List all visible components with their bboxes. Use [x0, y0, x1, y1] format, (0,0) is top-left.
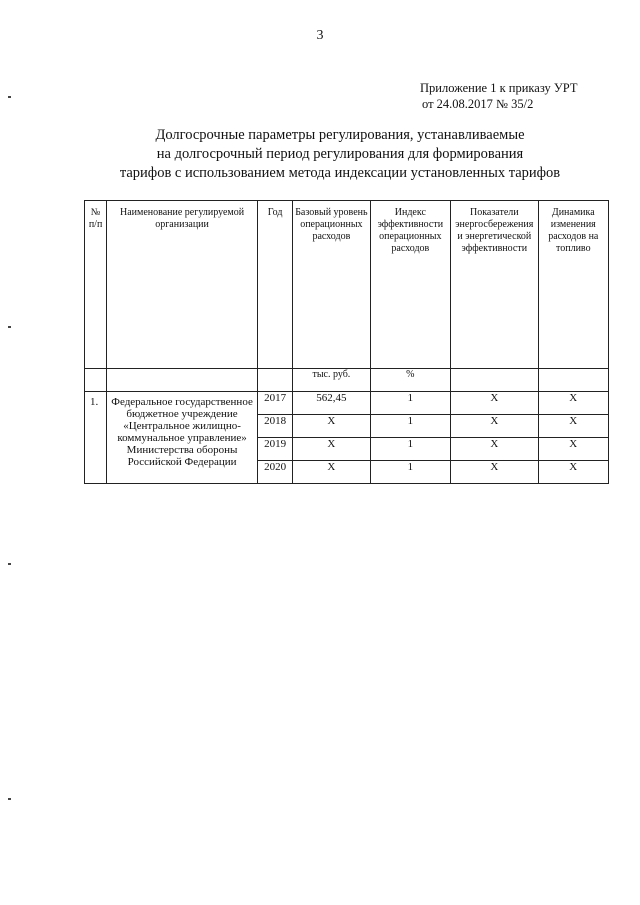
scan-mark [8, 96, 11, 98]
efficiency-index-cell: 1 [370, 392, 450, 415]
header-base-level: Базовый уровень операционных расходов [293, 201, 370, 369]
energy-saving-cell: X [451, 392, 539, 415]
fuel-dynamics-cell: X [538, 461, 608, 484]
table-units-row [85, 369, 609, 392]
fuel-dynamics-cell: X [538, 392, 608, 415]
units-fuel-blank [538, 369, 608, 392]
fuel-dynamics-cell: X [538, 438, 608, 461]
annex-line-2: от 24.08.2017 № 35/2 [422, 97, 534, 111]
year-cell: 2019 [257, 438, 292, 461]
units-base: тыс. руб. [293, 369, 370, 392]
fuel-dynamics-cell: X [538, 415, 608, 438]
organization-name: Федеральное государственное бюджетное учреждение «Центральное жилищно-коммунальное управление» Министерства обороны Российской Федерации [107, 392, 258, 484]
table-header-row [85, 201, 609, 369]
header-efficiency-index: Индекс эффективности операционных расходов [370, 201, 450, 369]
scan-mark [8, 326, 11, 328]
energy-saving-cell: X [451, 438, 539, 461]
units-index: % [370, 369, 450, 392]
base-level-cell: X [293, 415, 370, 438]
header-year: Год [257, 201, 292, 369]
year-cell: 2020 [257, 461, 292, 484]
efficiency-index-cell: 1 [370, 461, 450, 484]
page-number: 3 [316, 28, 324, 43]
base-level-cell: 562,45 [293, 392, 370, 415]
annex-reference [420, 80, 620, 112]
header-fuel-dynamics: Динамика изменения расходов на топливо [538, 201, 608, 369]
scan-mark [8, 798, 11, 800]
document-title [70, 126, 610, 183]
base-level-cell: X [293, 461, 370, 484]
title-line-2: на долгосрочный период регулирования для формирования [156, 146, 524, 162]
title-line-1: Долгосрочные параметры регулирования, устанавливаемые [155, 127, 525, 143]
units-energy-blank [451, 369, 539, 392]
year-cell: 2018 [257, 415, 292, 438]
header-num: № п/п [85, 201, 107, 369]
row-number: 1. [85, 392, 107, 484]
efficiency-index-cell: 1 [370, 415, 450, 438]
units-year-blank [257, 369, 292, 392]
header-organization: Наименование регулируемой организации [107, 201, 258, 369]
efficiency-index-cell: 1 [370, 438, 450, 461]
units-num-blank [85, 369, 107, 392]
year-cell: 2017 [257, 392, 292, 415]
header-energy-saving: Показатели энергосбережения и энергетической эффективности [451, 201, 539, 369]
table-row [85, 392, 609, 415]
scan-mark [8, 563, 11, 565]
annex-line-1: Приложение 1 к приказу УРТ [420, 81, 578, 95]
base-level-cell: X [293, 438, 370, 461]
parameters-table [84, 200, 609, 484]
title-line-3: тарифов с использованием метода индексации установленных тарифов [119, 165, 561, 181]
units-org-blank [107, 369, 258, 392]
energy-saving-cell: X [451, 461, 539, 484]
energy-saving-cell: X [451, 415, 539, 438]
